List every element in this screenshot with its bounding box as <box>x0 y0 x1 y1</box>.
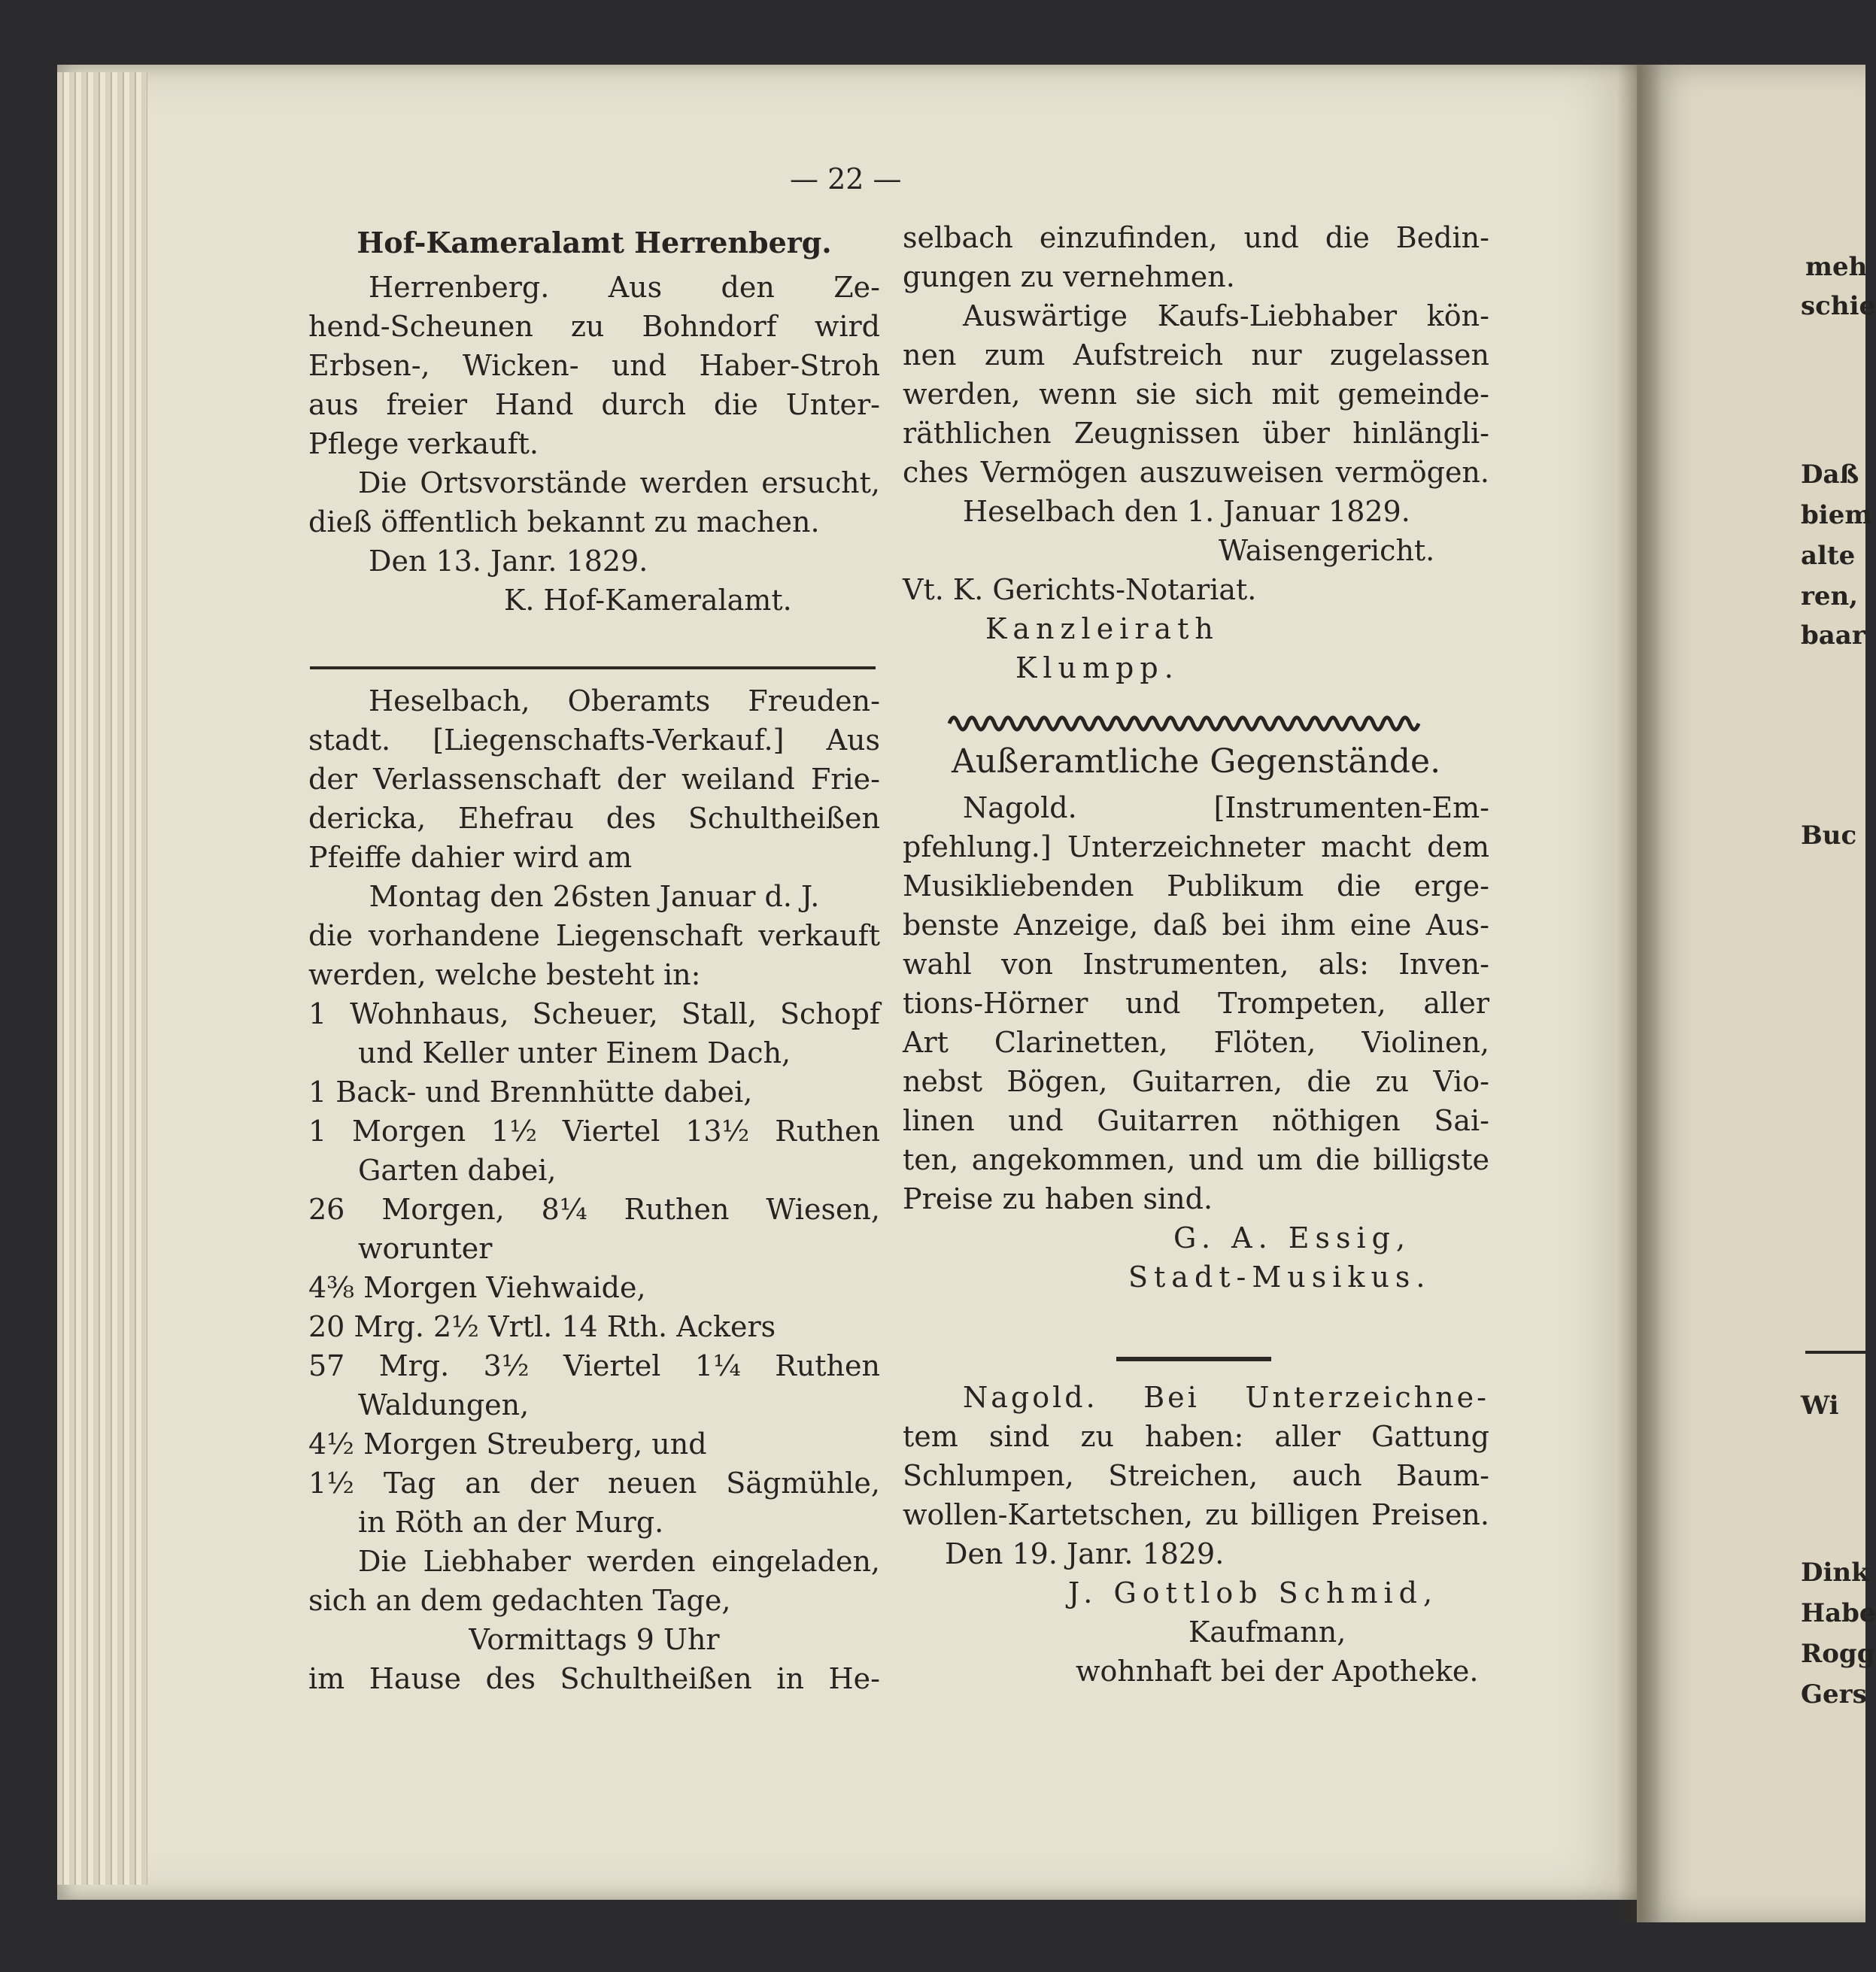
left-column <box>308 218 880 1698</box>
list-item: 4⅜ Morgen Viehwaide, <box>308 1271 646 1304</box>
text-line: tem sind zu haben: aller Gattung <box>903 1420 1489 1453</box>
next-page-fragment: baar <box>1801 620 1865 651</box>
list-item: 1 Wohnhaus, Scheuer, Stall, Schopf <box>308 997 880 1030</box>
text-line: räthlichen Zeugnissen über hinlängli- <box>903 417 1489 450</box>
section-heading: Hof-Kameralamt Herrenberg. <box>357 226 832 259</box>
decorative-wavy-rule <box>949 710 1423 727</box>
text-line: wahl von Instrumenten, als: Inven- <box>903 948 1489 981</box>
next-page-fragment: schie <box>1801 291 1876 321</box>
text-line: Herrenberg. Aus den Ze- <box>369 271 880 304</box>
text-line: Vormittags 9 Uhr <box>469 1623 720 1656</box>
next-page-fragment: ren, <box>1801 581 1859 611</box>
text-line: werden, welche besteht in: <box>308 958 701 991</box>
next-page-fragment: biem <box>1801 500 1872 530</box>
text-line: nebst Bögen, Guitarren, die zu Vio- <box>903 1065 1489 1098</box>
text-line: benste Anzeige, daß bei ihm eine Aus- <box>903 909 1489 942</box>
signature-line: Kaufmann, <box>1188 1616 1346 1649</box>
signature-line: K. Hof-Kameralamt. <box>504 584 792 617</box>
list-item-cont: und Keller unter Einem Dach, <box>358 1036 791 1069</box>
text-line: dieß öffentlich bekannt zu machen. <box>308 505 820 539</box>
next-page-fragment: Gers <box>1801 1679 1867 1710</box>
text-line: pfehlung.] Unterzeichneter macht dem <box>903 830 1489 863</box>
signature-line: Kanzleirath <box>985 612 1219 645</box>
signature-line: Waisengericht. <box>1219 534 1435 567</box>
spacer <box>903 1297 1489 1378</box>
text-line: Pfeiffe dahier wird am <box>308 841 633 874</box>
spacer <box>308 620 880 681</box>
next-page-fragment: Dink <box>1801 1558 1869 1588</box>
right-page-partial <box>1637 65 1876 1922</box>
text-line: Auswärtige Kaufs-Liebhaber kön- <box>963 299 1489 332</box>
next-page-fragment: alte <box>1801 541 1856 571</box>
text-line: Nagold. Bei Unterzeichne- <box>963 1381 1489 1414</box>
text-line: stadt. [Liegenschafts-Verkauf.] Aus <box>308 724 880 757</box>
text-line: wollen-Kartetschen, zu billigen Preisen. <box>903 1498 1489 1531</box>
text-line: tions-Hörner und Trompeten, aller <box>903 987 1489 1020</box>
text-line: Preise zu haben sind. <box>903 1182 1213 1215</box>
page-edges <box>57 72 147 1885</box>
text-line: Nagold. [Instrumenten-Em- <box>963 791 1489 824</box>
signature-line: Stadt-Musikus. <box>1128 1261 1431 1294</box>
list-item: 1 Morgen 1½ Viertel 13½ Ruthen <box>308 1115 880 1148</box>
page-number: — 22 — <box>790 162 902 196</box>
text-line: werden, wenn sie sich mit gemeinde- <box>903 378 1489 411</box>
list-item: 20 Mrg. 2½ Vrtl. 14 Rth. Ackers <box>308 1310 776 1343</box>
signature-line: Vt. K. Gerichts-Notariat. <box>903 573 1257 606</box>
text-line: Erbsen-, Wicken- und Haber-Stroh <box>308 349 880 382</box>
text-line: Heselbach, Oberamts Freuden- <box>369 684 880 718</box>
next-page-fragment: Wi <box>1801 1391 1839 1421</box>
next-page-fragment: Habe <box>1801 1598 1876 1628</box>
text-line: dericka, Ehefrau des Schultheißen <box>308 802 880 835</box>
text-line: nen zum Aufstreich nur zugelassen <box>903 338 1489 372</box>
right-column <box>903 218 1489 1691</box>
signature-line: J. Gottlob Schmid, <box>1068 1576 1439 1609</box>
text-line: im Hause des Schultheißen in He- <box>308 1662 880 1695</box>
short-divider-rule <box>1116 1357 1271 1361</box>
list-item: 26 Morgen, 8¼ Ruthen Wiesen, <box>308 1193 880 1226</box>
text-line: Pflege verkauft. <box>308 427 539 460</box>
list-item: 4½ Morgen Streuberg, und <box>308 1427 707 1461</box>
text-line: linen und Guitarren nöthigen Sai- <box>903 1104 1489 1137</box>
signature-line: G. A. Essig, <box>1173 1221 1412 1254</box>
column-divider-rule <box>310 666 876 669</box>
list-item: 1½ Tag an der neuen Sägmühle, <box>308 1467 880 1500</box>
text-line: Die Liebhaber werden eingeladen, <box>358 1545 880 1578</box>
text-line: Musikliebenden Publikum die erge- <box>903 869 1489 903</box>
text-line: ches Vermögen auszuweisen vermögen. <box>903 456 1489 489</box>
next-page-rule <box>1805 1351 1865 1354</box>
book-gutter <box>1617 65 1662 1922</box>
list-item: 1 Back- und Brennhütte dabei, <box>308 1075 753 1109</box>
text-line: Die Ortsvorstände werden ersucht, <box>358 466 880 499</box>
text-line: aus freier Hand durch die Unter- <box>308 388 880 421</box>
list-item-cont: Garten dabei, <box>358 1154 557 1187</box>
text-line: ten, angekommen, und um die billigste <box>903 1143 1489 1176</box>
text-line: sich an dem gedachten Tage, <box>308 1584 731 1617</box>
date-line: Heselbach den 1. Januar 1829. <box>963 495 1410 528</box>
list-item-cont: Waldungen, <box>358 1388 530 1421</box>
signature-line: Klumpp. <box>1015 651 1179 684</box>
text-line: gungen zu vernehmen. <box>903 260 1235 293</box>
next-page-fragment: Buc <box>1801 821 1857 851</box>
date-line: Den 13. Janr. 1829. <box>369 545 648 578</box>
text-line: selbach einzufinden, und die Bedin- <box>903 221 1489 254</box>
text-line: hend-Scheunen zu Bohndorf wird <box>308 310 880 343</box>
signature-line: wohnhaft bei der Apotheke. <box>1076 1655 1479 1688</box>
text-line: der Verlassenschaft der weiland Frie- <box>308 763 880 796</box>
date-line: Den 19. Janr. 1829. <box>945 1537 1225 1570</box>
list-item: 57 Mrg. 3½ Viertel 1¼ Ruthen <box>308 1349 880 1382</box>
list-item-cont: in Röth an der Murg. <box>358 1506 664 1539</box>
next-page-fragment: Rogg <box>1801 1639 1875 1669</box>
date-line: Montag den 26sten Januar d. J. <box>369 880 820 913</box>
section-heading: Außeramtliche Gegenstände. <box>951 742 1441 781</box>
list-item-cont: worunter <box>358 1232 493 1265</box>
text-line: Art Clarinetten, Flöten, Violinen, <box>903 1026 1489 1059</box>
text-line: Schlumpen, Streichen, auch Baum- <box>903 1459 1489 1492</box>
next-page-fragment: meh <box>1805 252 1868 282</box>
next-page-fragment: Daß <box>1801 460 1859 490</box>
text-line: die vorhandene Liegenschaft verkauft <box>308 919 880 952</box>
